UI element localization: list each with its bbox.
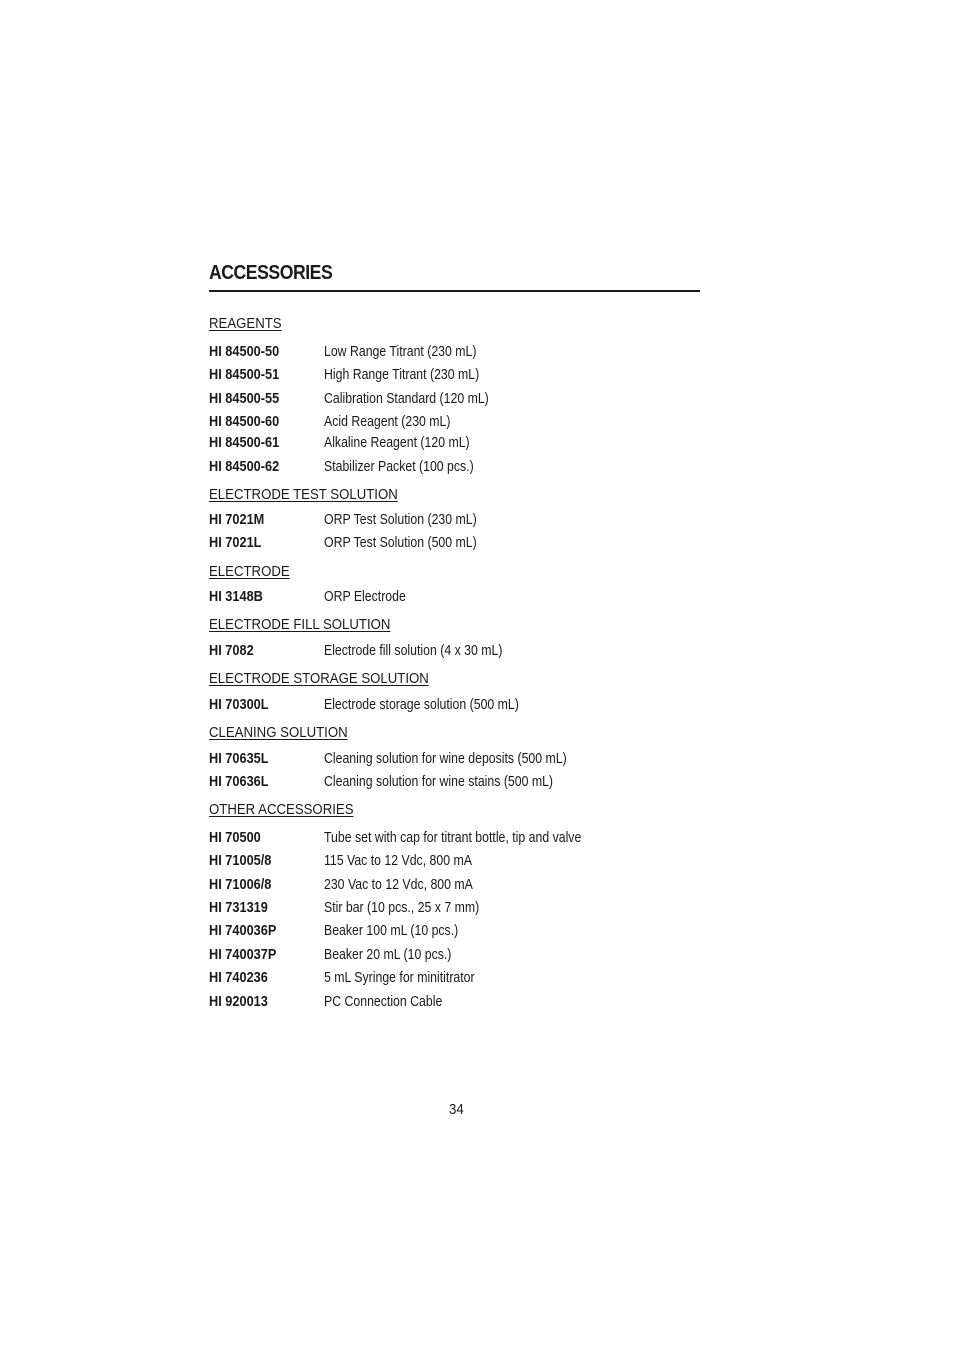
list-item: [209, 876, 709, 896]
item-code: HI 731319: [209, 899, 268, 916]
item-code: HI 84500-55: [209, 390, 280, 407]
item-description: High Range Titrant (230 mL): [324, 366, 480, 383]
item-code: HI 84500-60: [209, 413, 280, 430]
list-item: [209, 993, 709, 1013]
list-item: [209, 588, 709, 608]
item-description: Beaker 20 mL (10 pcs.): [324, 946, 452, 963]
item-code: HI 84500-51: [209, 366, 280, 383]
list-item: [209, 922, 709, 942]
page-number: 34: [449, 1101, 464, 1118]
item-code: HI 920013: [209, 993, 268, 1010]
item-description: Calibration Standard (120 mL): [324, 390, 489, 407]
item-description: 5 mL Syringe for minititrator: [324, 969, 475, 986]
item-description: PC Connection Cable: [324, 993, 443, 1010]
item-description: Acid Reagent (230 mL): [324, 413, 451, 430]
item-description: Beaker 100 mL (10 pcs.): [324, 922, 459, 939]
item-description: 230 Vac to 12 Vdc, 800 mA: [324, 876, 473, 893]
list-item: [209, 750, 709, 770]
item-description: ORP Electrode: [324, 588, 406, 605]
item-description: Tube set with cap for titrant bottle, tip and valve: [324, 829, 582, 846]
item-description: 115 Vac to 12 Vdc, 800 mA: [324, 852, 472, 869]
item-code: HI 70635L: [209, 750, 269, 767]
item-code: HI 7021M: [209, 511, 265, 528]
list-item: [209, 534, 709, 554]
item-code: HI 71006/8: [209, 876, 272, 893]
list-item: [209, 773, 709, 793]
list-item: [209, 458, 709, 478]
list-item: [209, 642, 709, 662]
section-heading-electrode-fill-solution: ELECTRODE FILL SOLUTION: [209, 616, 391, 633]
item-code: HI 84500-61: [209, 434, 280, 451]
item-code: HI 84500-50: [209, 343, 280, 360]
item-code: HI 7021L: [209, 534, 262, 551]
item-code: HI 70500: [209, 829, 261, 846]
page-title: ACCESSORIES: [209, 262, 333, 284]
item-code: HI 70636L: [209, 773, 269, 790]
item-description: ORP Test Solution (500 mL): [324, 534, 477, 551]
section-heading-electrode-test-solution: ELECTRODE TEST SOLUTION: [209, 486, 398, 503]
item-description: Alkaline Reagent (120 mL): [324, 434, 470, 451]
list-item: [209, 343, 709, 363]
item-description: Low Range Titrant (230 mL): [324, 343, 477, 360]
item-code: HI 740236: [209, 969, 268, 986]
list-item: [209, 390, 709, 410]
item-description: Stir bar (10 pcs., 25 x 7 mm): [324, 899, 480, 916]
item-code: HI 84500-62: [209, 458, 280, 475]
section-heading-other-accessories: OTHER ACCESSORIES: [209, 801, 354, 818]
item-description: ORP Test Solution (230 mL): [324, 511, 477, 528]
item-code: HI 70300L: [209, 696, 269, 713]
item-code: HI 7082: [209, 642, 254, 659]
item-description: Cleaning solution for wine stains (500 mL): [324, 773, 554, 790]
list-item: [209, 899, 709, 919]
list-item: [209, 829, 709, 849]
list-item: [209, 511, 709, 531]
item-code: HI 740037P: [209, 946, 277, 963]
section-heading-cleaning-solution: CLEANING SOLUTION: [209, 724, 348, 741]
list-item: [209, 946, 709, 966]
list-item: [209, 366, 709, 386]
item-description: Electrode storage solution (500 mL): [324, 696, 519, 713]
item-code: HI 71005/8: [209, 852, 272, 869]
title-rule: [209, 290, 700, 292]
item-code: HI 3148B: [209, 588, 263, 605]
item-code: HI 740036P: [209, 922, 277, 939]
section-heading-electrode: ELECTRODE: [209, 563, 290, 580]
item-description: Stabilizer Packet (100 pcs.): [324, 458, 474, 475]
list-item: [209, 696, 709, 716]
list-item: [209, 413, 709, 433]
section-heading-reagents: REAGENTS: [209, 315, 282, 332]
list-item: [209, 969, 709, 989]
list-item: [209, 852, 709, 872]
section-heading-electrode-storage-solution: ELECTRODE STORAGE SOLUTION: [209, 670, 429, 687]
item-description: Electrode fill solution (4 x 30 mL): [324, 642, 503, 659]
item-description: Cleaning solution for wine deposits (500 mL): [324, 750, 567, 767]
list-item: [209, 434, 709, 454]
